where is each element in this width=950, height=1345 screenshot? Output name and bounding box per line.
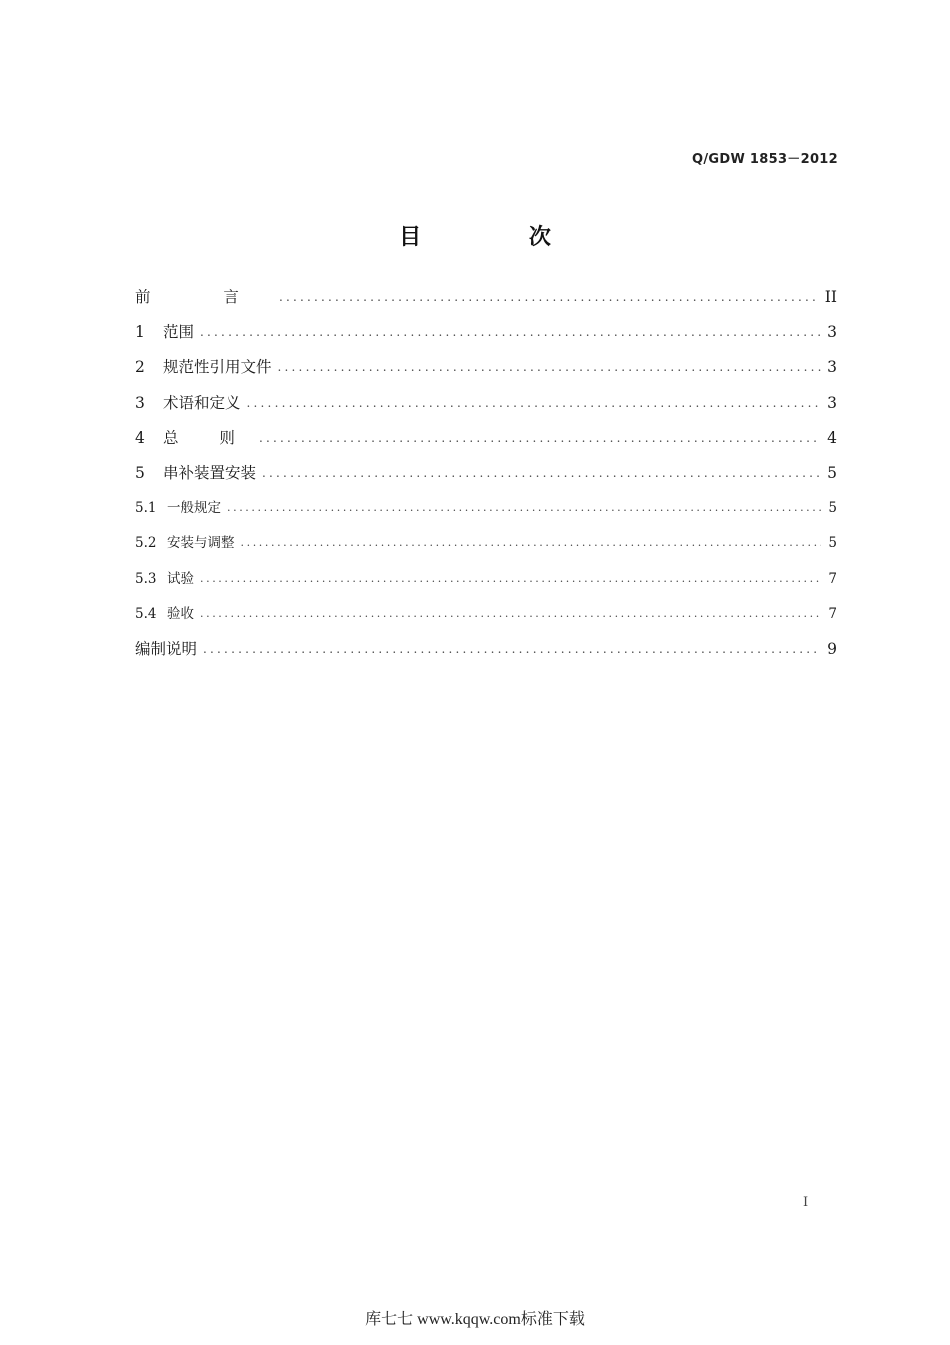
toc-leader-dots (227, 501, 821, 514)
toc-entry-normative-references[interactable] (135, 355, 837, 390)
toc-entry-page: 3 (827, 323, 837, 342)
toc-entry-general-provisions[interactable] (135, 496, 837, 531)
toc-entry-label: 一般规定 (167, 500, 221, 517)
toc-entry-testing[interactable] (135, 567, 837, 602)
toc-leader-dots (241, 536, 822, 549)
toc-entry-number: 5.3 (135, 570, 157, 587)
toc-entry-number: 2 (135, 358, 145, 377)
toc-entry-page: 5 (828, 500, 837, 517)
toc-entry-number: 5.4 (135, 605, 157, 622)
toc-entry-compilation-notes[interactable] (135, 637, 837, 672)
toc-entry-terms-definitions[interactable] (135, 391, 837, 426)
toc-entry-scope[interactable] (135, 320, 837, 355)
toc-leader-dots (279, 290, 819, 304)
toc-entry-page: 3 (827, 393, 837, 412)
toc-leader-dots (200, 572, 821, 585)
toc-entry-number: 5.2 (135, 535, 157, 552)
toc-entry-page: 3 (827, 358, 837, 377)
toc-title: 目 次 (399, 225, 601, 250)
toc-entry-label: 安装与调整 (167, 535, 235, 552)
toc-entry-label: 范围 (163, 323, 195, 342)
toc-leader-dots (262, 466, 821, 480)
toc-entry-label: 总 则 (163, 428, 253, 447)
table-of-contents (135, 285, 837, 672)
toc-entry-label: 术语和定义 (163, 393, 241, 412)
toc-entry-general-rules[interactable] (135, 426, 837, 461)
toc-leader-dots (259, 431, 821, 445)
toc-entry-page: 4 (827, 428, 837, 447)
toc-entry-foreword[interactable] (135, 285, 837, 320)
toc-entry-label: 编制说明 (135, 639, 198, 658)
toc-entry-page: II (824, 288, 837, 306)
toc-entry-page: 7 (828, 605, 837, 622)
toc-leader-dots (200, 607, 821, 620)
toc-entry-page: 5 (827, 463, 837, 482)
toc-leader-dots (278, 360, 821, 374)
toc-entry-page: 5 (828, 535, 837, 552)
toc-entry-number: 5 (135, 463, 145, 482)
toc-entry-label: 试验 (167, 570, 194, 587)
toc-entry-page: 7 (828, 570, 837, 587)
toc-entry-label: 验收 (167, 605, 194, 622)
toc-entry-label: 前 言 (135, 288, 273, 306)
toc-entry-number: 4 (135, 428, 145, 447)
toc-leader-dots (247, 396, 821, 410)
toc-entry-number: 1 (135, 323, 145, 342)
footer-watermark: 库七七 www.kqqw.com标准下载 (365, 1311, 585, 1328)
toc-leader-dots (200, 325, 821, 339)
toc-entry-installation-adjustment[interactable] (135, 531, 837, 566)
toc-leader-dots (203, 642, 821, 656)
toc-entry-installation[interactable] (135, 461, 837, 496)
page-number: I (803, 1195, 809, 1210)
toc-entry-acceptance[interactable] (135, 602, 837, 637)
document-code: Q/GDW 1853－2012 (692, 152, 838, 167)
toc-entry-label: 规范性引用文件 (163, 358, 272, 377)
toc-entry-number: 5.1 (135, 500, 157, 517)
toc-entry-label: 串补装置安装 (163, 463, 257, 482)
toc-entry-page: 9 (827, 639, 837, 658)
toc-entry-number: 3 (135, 393, 145, 412)
